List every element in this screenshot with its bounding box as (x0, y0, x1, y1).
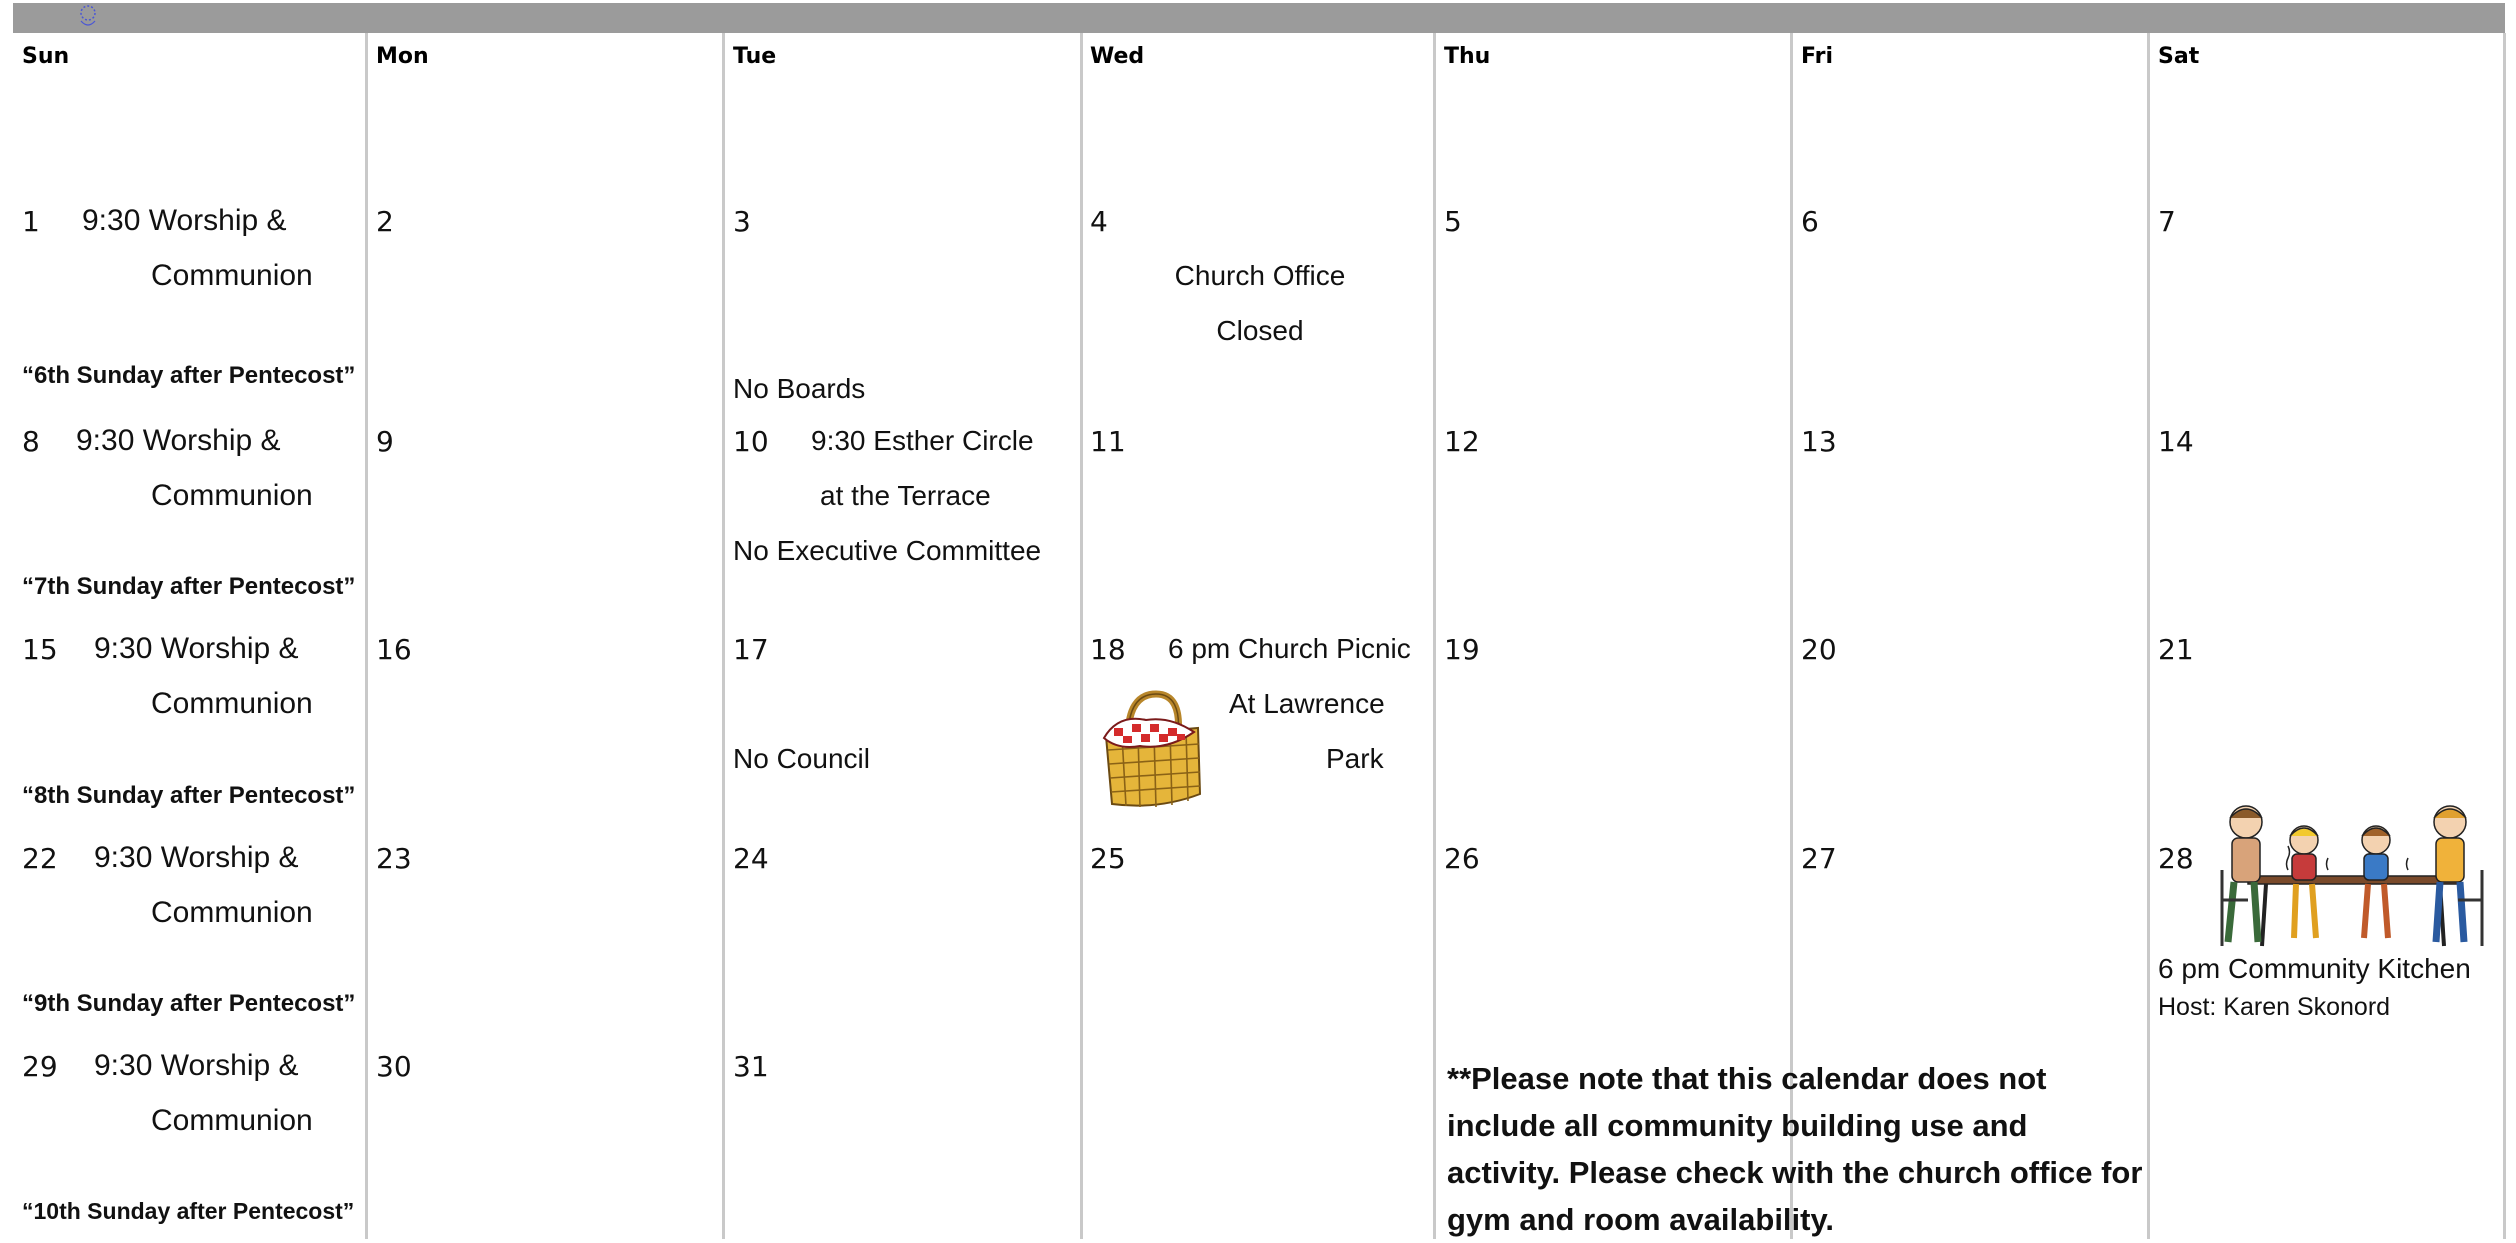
date-number: 1 (22, 205, 40, 238)
date-number: 30 (376, 1050, 412, 1083)
event-no-boards: No Boards (733, 373, 866, 404)
event-church-picnic-line1: 6 pm Church Picnic (1168, 633, 1411, 664)
sunday-liturgical-label: “10th Sunday after Pentecost” (22, 1198, 355, 1224)
day-header-sun: Sun (22, 44, 70, 69)
date-number: 21 (2158, 633, 2194, 666)
calendar-disclaimer-note: **Please note that this calendar does not include all community building use and activity. Please check with the church office for gym and room availability. (1447, 1061, 2143, 1237)
column-divider (365, 33, 368, 1239)
worship-event-communion: Communion (151, 1104, 313, 1137)
date-number: 9 (376, 425, 394, 458)
event-office-closed-line1: Church Office (1174, 260, 1346, 291)
date-number: 6 (1801, 205, 1819, 238)
sunday-liturgical-label: “6th Sunday after Pentecost” (22, 362, 356, 389)
date-number: 14 (2158, 425, 2194, 458)
date-number: 17 (733, 633, 769, 666)
event-no-executive-committee: No Executive Committee (733, 535, 1042, 566)
day-header-wed: Wed (1090, 44, 1145, 69)
date-number: 27 (1801, 842, 1837, 875)
date-number: 7 (2158, 205, 2176, 238)
date-number: 25 (1090, 842, 1126, 875)
date-number: 18 (1090, 633, 1126, 666)
day-header-mon: Mon (376, 44, 429, 69)
worship-event-time: 9:30 Worship & (94, 632, 299, 665)
calendar-title-bar (13, 3, 2505, 33)
date-number: 26 (1444, 842, 1480, 875)
date-number: 29 (22, 1050, 58, 1083)
date-number: 3 (733, 205, 751, 238)
day-header-thu: Thu (1444, 44, 1491, 69)
event-church-picnic-line2: At Lawrence (1229, 688, 1385, 719)
date-number: 13 (1801, 425, 1837, 458)
worship-event-communion: Communion (151, 896, 313, 929)
worship-event-time: 9:30 Worship & (82, 204, 287, 237)
date-number: 12 (1444, 425, 1480, 458)
date-number: 15 (22, 633, 58, 666)
worship-event-communion: Communion (151, 259, 313, 292)
date-number: 10 (733, 425, 769, 458)
event-no-council: No Council (733, 743, 870, 774)
community-kitchen-icon (2218, 800, 2488, 950)
column-divider (2147, 33, 2150, 1239)
worship-event-time: 9:30 Worship & (76, 424, 281, 457)
event-community-kitchen: 6 pm Community Kitchen (2158, 953, 2471, 984)
event-church-picnic-line3: Park (1326, 743, 1384, 774)
date-number: 24 (733, 842, 769, 875)
worship-event-communion: Communion (151, 687, 313, 720)
decorative-flourish-icon (73, 3, 103, 33)
worship-event-communion: Communion (151, 479, 313, 512)
date-number: 4 (1090, 205, 1108, 238)
worship-event-time: 9:30 Worship & (94, 841, 299, 874)
date-number: 31 (733, 1050, 769, 1083)
sunday-liturgical-label: “8th Sunday after Pentecost” (22, 782, 356, 809)
date-number: 20 (1801, 633, 1837, 666)
sunday-liturgical-label: “9th Sunday after Pentecost” (22, 990, 356, 1017)
date-number: 28 (2158, 842, 2194, 875)
column-divider (2503, 33, 2506, 1239)
date-number: 23 (376, 842, 412, 875)
day-header-sat: Sat (2158, 44, 2200, 69)
event-kitchen-host: Host: Karen Skonord (2158, 993, 2391, 1021)
column-divider (722, 33, 725, 1239)
event-office-closed-line2: Closed (1216, 315, 1304, 346)
day-header-fri: Fri (1801, 44, 1834, 69)
date-number: 8 (22, 425, 40, 458)
worship-event-time: 9:30 Worship & (94, 1049, 299, 1082)
event-esther-circle-line1: 9:30 Esther Circle (811, 425, 1034, 456)
day-header-tue: Tue (733, 44, 777, 69)
sunday-liturgical-label: “7th Sunday after Pentecost” (22, 573, 356, 600)
date-number: 11 (1090, 425, 1126, 458)
date-number: 22 (22, 842, 58, 875)
date-number: 5 (1444, 205, 1462, 238)
date-number: 16 (376, 633, 412, 666)
column-divider (1080, 33, 1083, 1239)
date-number: 2 (376, 205, 394, 238)
column-divider (1433, 33, 1436, 1239)
picnic-basket-icon (1098, 686, 1208, 816)
event-esther-circle-line2: at the Terrace (820, 480, 991, 511)
date-number: 19 (1444, 633, 1480, 666)
